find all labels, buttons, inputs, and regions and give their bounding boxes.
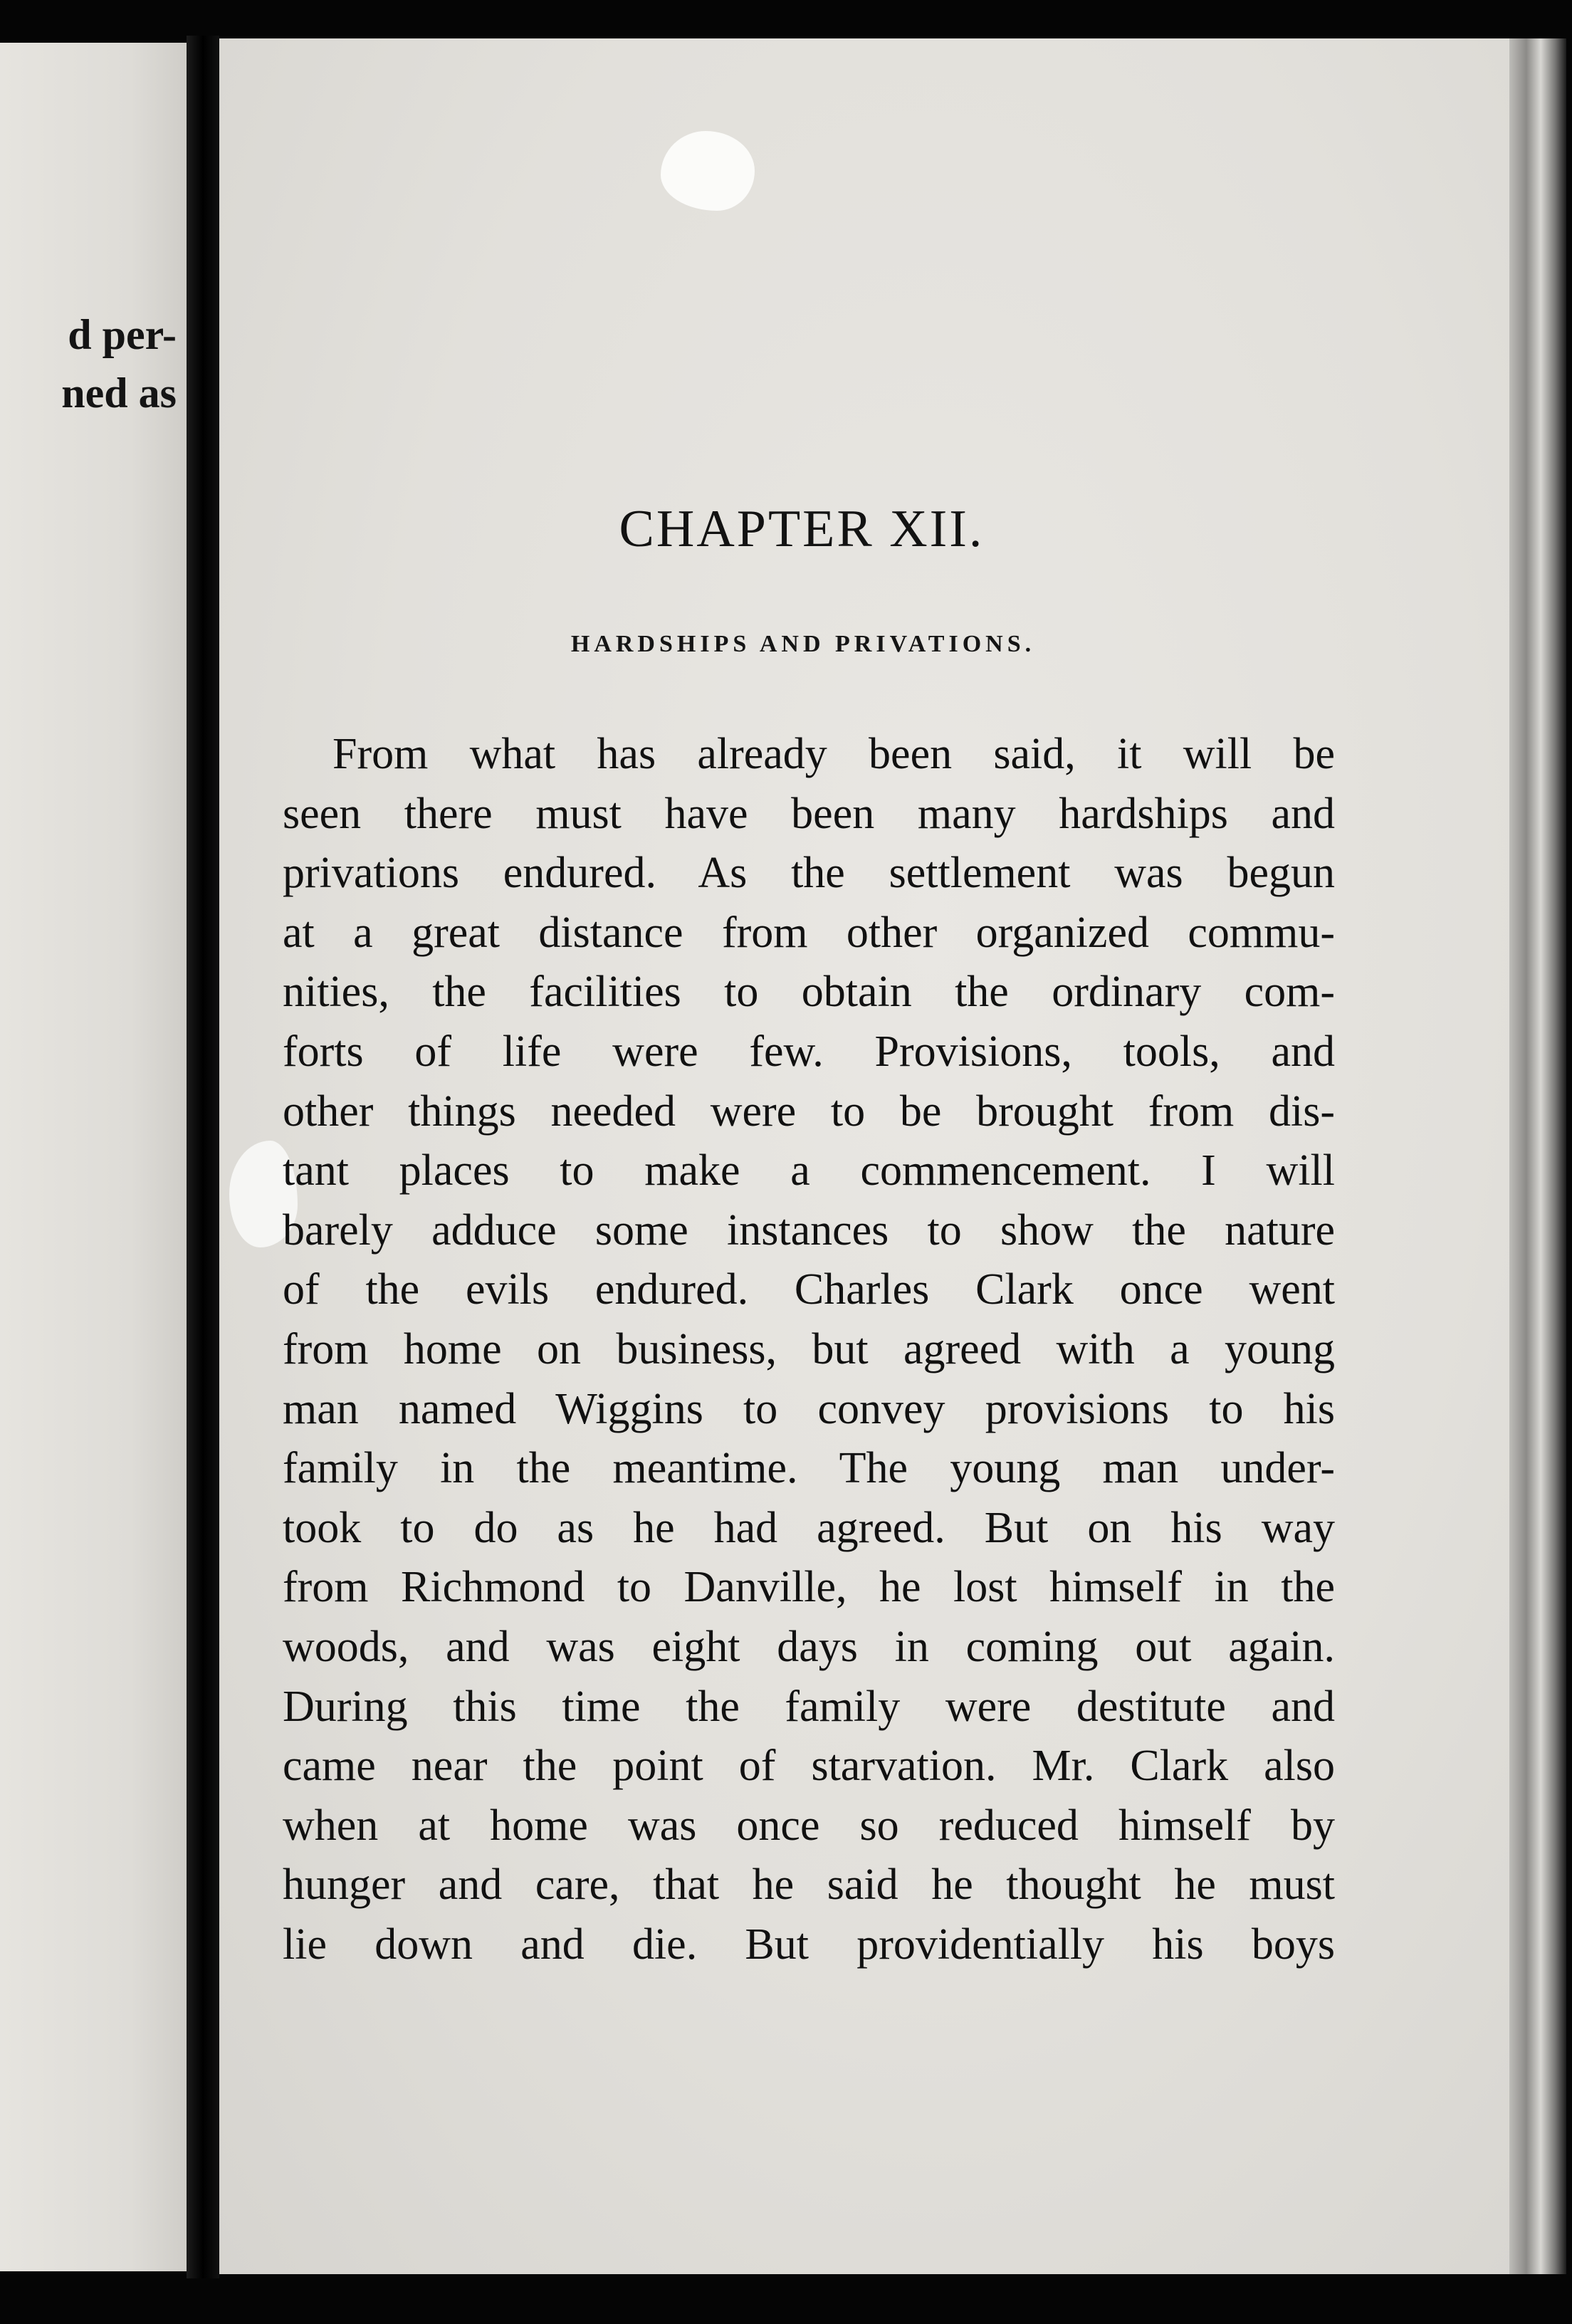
text-line: During this time the family were destitute and <box>283 1682 1335 1731</box>
text-line: forts of life were few. Provisions, tools, and <box>283 1027 1335 1076</box>
chapter-title: CHAPTER XII. <box>619 500 985 558</box>
text-line: other things needed were to be brought from dis- <box>283 1087 1335 1136</box>
text-line: privations endured. As the settlement was begun <box>283 849 1335 898</box>
text-line: came near the point of starvation. Mr. Clark also <box>283 1742 1335 1791</box>
text-line: at a great distance from other organized commu- <box>283 908 1335 957</box>
text-line: hunger and care, that he said he thought he must <box>283 1860 1335 1910</box>
paper-damage-spot <box>661 131 755 211</box>
text-line: nities, the facilities to obtain the ordinary com- <box>283 968 1335 1017</box>
text-line: of the evils endured. Charles Clark once went <box>283 1265 1335 1314</box>
text-line: seen there must have been many hardships and <box>283 789 1335 838</box>
left-page-line-2: ned as <box>61 370 177 417</box>
text-line: from home on business, but agreed with a young <box>283 1324 1335 1373</box>
text-line: tant places to make a commencement. I will <box>283 1146 1335 1195</box>
book-gutter <box>187 36 219 2278</box>
text-line: from Richmond to Danville, he lost himself in the <box>283 1563 1335 1612</box>
chapter-subtitle: HARDSHIPS AND PRIVATIONS. <box>570 631 1036 657</box>
text-line: family in the meantime. The young man under- <box>283 1444 1335 1493</box>
text-line: woods, and was eight days in coming out again. <box>283 1622 1335 1671</box>
left-page-line-1: d per- <box>68 311 177 358</box>
chapter-body-text <box>283 725 1335 1974</box>
text-line: when at home was once so reduced himself by <box>283 1801 1335 1850</box>
left-facing-page <box>0 43 187 2271</box>
text-line: took to do as he had agreed. But on his way <box>283 1503 1335 1552</box>
text-line: man named Wiggins to convey provisions to his <box>283 1384 1335 1433</box>
text-line: lie down and die. But providentially his boys <box>283 1920 1335 1969</box>
page-stack-edge <box>1509 38 1566 2274</box>
text-line: From what has already been said, it will be <box>332 730 1335 778</box>
text-line: barely adduce some instances to show the nature <box>283 1205 1335 1255</box>
